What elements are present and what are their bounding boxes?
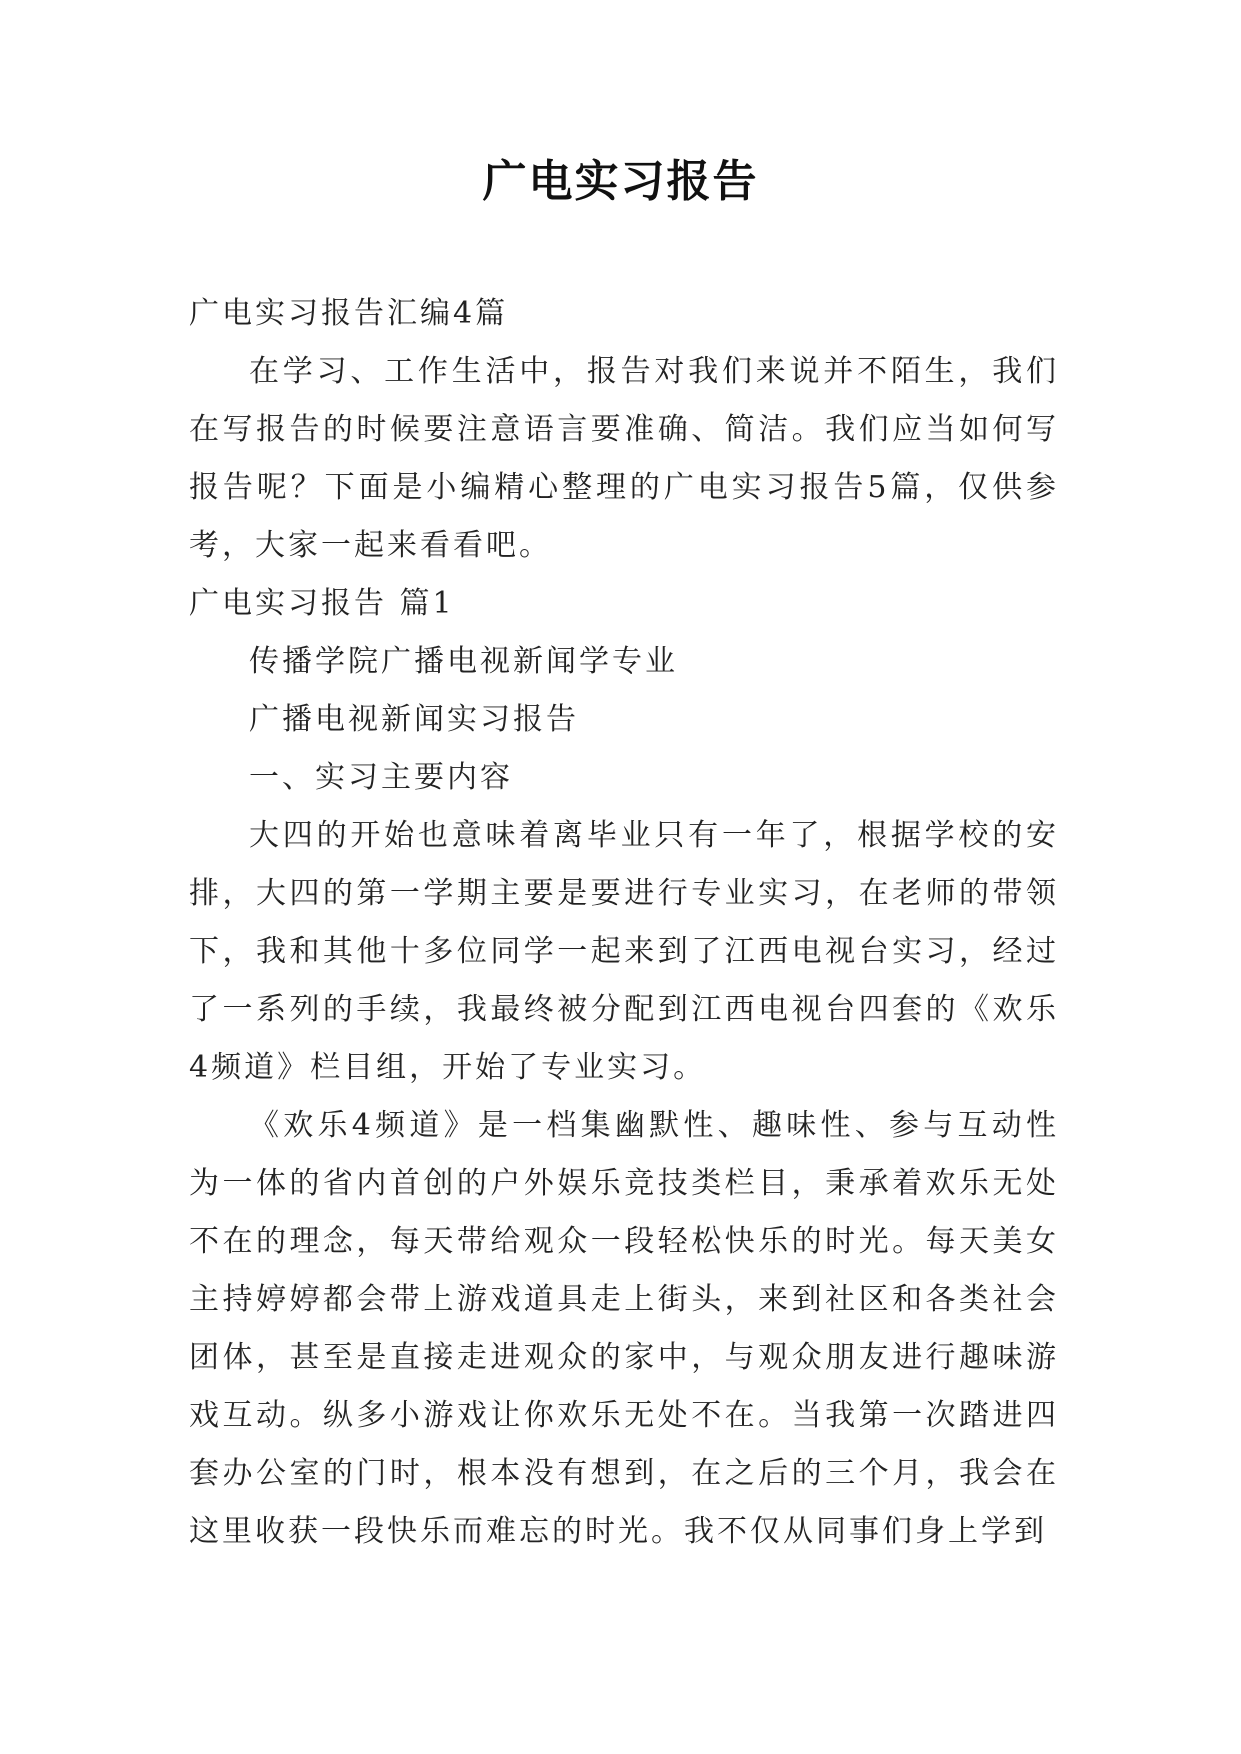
paragraph-report-name: 广播电视新闻实习报告 — [249, 702, 579, 737]
document-title: 广电实习报告 — [482, 156, 759, 207]
paragraph-collection-heading: 广电实习报告汇编4篇 — [189, 296, 509, 331]
paragraph-subheading: 一、实习主要内容 — [249, 760, 513, 795]
paragraph-intro: 在学习、工作生活中，报告对我们来说并不陌生，我们在写报告的时候要注意语言要准确、简洁。我们应当如何写报告呢？下面是小编精心整理的广电实习报告5篇，仅供参考，大家一起来看看吧。 — [189, 354, 1059, 563]
paragraph-body-2: 《欢乐4频道》是一档集幽默性、趣味性、参与互动性为一体的省内首创的户外娱乐竞技类栏目，秉承着欢乐无处不在的理念，每天带给观众一段轻松快乐的时光。每天美女主持婷婷都会带上游戏道具走上街头，来到社区和各类社会团体，甚至是直接走进观众的家中，与观众朋友进行趣味游戏互动。纵多小游戏让你欢乐无处不在。当我第一次踏进四套办公室的门时，根本没有想到，在之后的三个月，我会在这里收获一段快乐而难忘的时光。我不仅从同事们身上学到 — [189, 1108, 1059, 1549]
paragraph-school: 传播学院广播电视新闻学专业 — [249, 644, 678, 679]
paragraph-section-heading: 广电实习报告 篇1 — [189, 586, 455, 621]
document-body — [189, 285, 1059, 1561]
paragraph-body-1: 大四的开始也意味着离毕业只有一年了，根据学校的安排，大四的第一学期主要是要进行专业实习，在老师的带领下，我和其他十多位同学一起来到了江西电视台实习，经过了一系列的手续，我最终被分配到江西电视台四套的《欢乐4频道》栏目组，开始了专业实习。 — [189, 818, 1059, 1085]
